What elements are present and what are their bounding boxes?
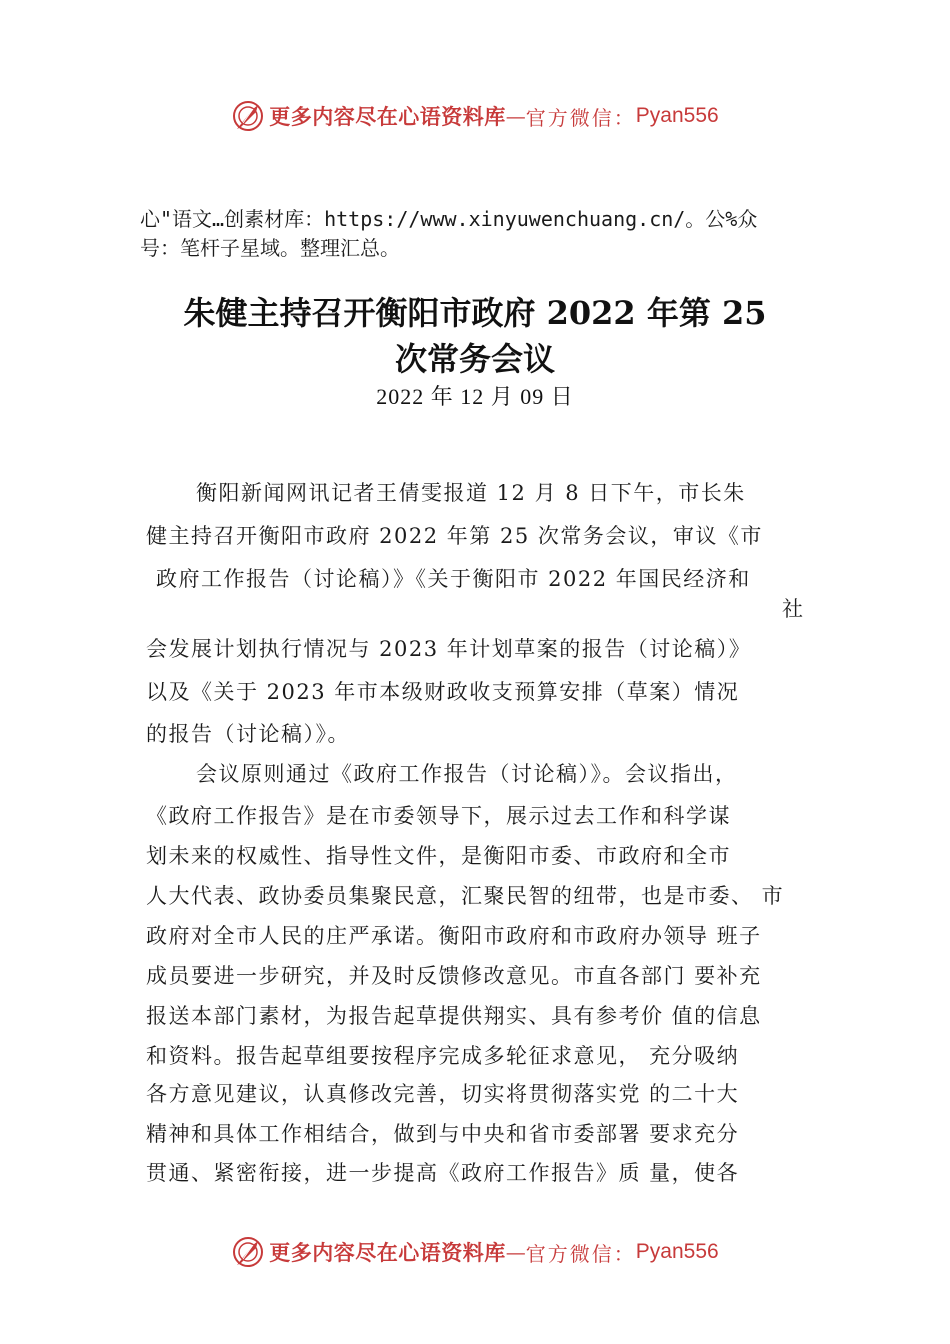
banner-wechat-id: Pyan556: [635, 104, 719, 127]
body-line: 的报告（讨论稿）》。: [146, 722, 350, 746]
body-line: 成员要进一步研究，并及时反馈修改意见。市直各部门 要补充: [146, 964, 762, 988]
article-title-line-1: 朱健主持召开衡阳市政府 2022 年第 25: [183, 294, 767, 332]
banner-wechat-label: 官方微信：: [525, 1241, 636, 1266]
source-note-line-2: 号：笔杆子星域。整理汇总。: [140, 236, 400, 260]
banner-brand-text: 更多内容尽在心语资料库: [269, 1240, 506, 1265]
body-line: 人大代表、政协委员集聚民意，汇聚民智的纽带，也是市委、 市: [146, 884, 785, 908]
article-date: 2022 年 12 月 09 日: [376, 384, 574, 409]
body-line: 划未来的权威性、指导性文件，是衡阳市委、市政府和全市: [146, 844, 731, 868]
body-line: 《政府工作报告》是在市委领导下，展示过去工作和科学谋: [146, 804, 731, 828]
body-line: 健主持召开衡阳市政府 2022 年第 25 次常务会议，审议《市: [146, 524, 763, 548]
body-line: 会议原则通过《政府工作报告（讨论稿）》。会议指出，: [196, 762, 738, 786]
banner-dash: —: [505, 1240, 526, 1264]
quill-pen-logo-icon: [231, 99, 265, 133]
top-banner: [0, 96, 950, 136]
banner-brand-text: 更多内容尽在心语资料库: [269, 104, 506, 129]
quill-pen-logo-icon: [231, 1235, 265, 1269]
body-line: 政府工作报告（讨论稿）》《关于衡阳市 2022 年国民经济和: [156, 567, 751, 591]
bottom-banner: [0, 1232, 950, 1272]
banner-dash: —: [505, 104, 526, 128]
banner-wechat-label: 官方微信：: [525, 105, 636, 130]
body-line: 衡阳新闻网讯记者王倩雯报道 12 月 8 日下午，市长朱: [196, 481, 746, 505]
body-line: 精神和具体工作相结合，做到与中央和省市委部署 要求充分: [146, 1122, 740, 1146]
body-line: 会发展计划执行情况与 2023 年计划草案的报告（讨论稿）》: [146, 637, 752, 661]
source-note: [140, 205, 830, 263]
body-line: 各方意见建议，认真修改完善，切实将贯彻落实党 的二十大: [146, 1082, 740, 1106]
body-line: 和资料。报告起草组要按程序完成多轮征求意见， 充分吸纳: [146, 1044, 740, 1068]
body-line: 社: [782, 597, 805, 621]
body-line: 以及《关于 2023 年市本级财政收支预算安排（草案）情况: [146, 680, 740, 704]
body-line: 报送本部门素材，为报告起草提供翔实、具有参考价 值的信息: [146, 1004, 762, 1028]
body-line: 贯通、紧密衔接，进一步提高《政府工作报告》质 量，使各: [146, 1161, 740, 1185]
body-line: 政府对全市人民的庄严承诺。衡阳市政府和市政府办领导 班子: [146, 924, 762, 948]
banner-wechat-id: Pyan556: [635, 1240, 719, 1263]
source-note-line-1: 心"语文…创素材库：https://www.xinyuwenchuang.cn/。公%众: [140, 207, 758, 231]
article-title-line-2: 次常务会议: [394, 340, 555, 378]
